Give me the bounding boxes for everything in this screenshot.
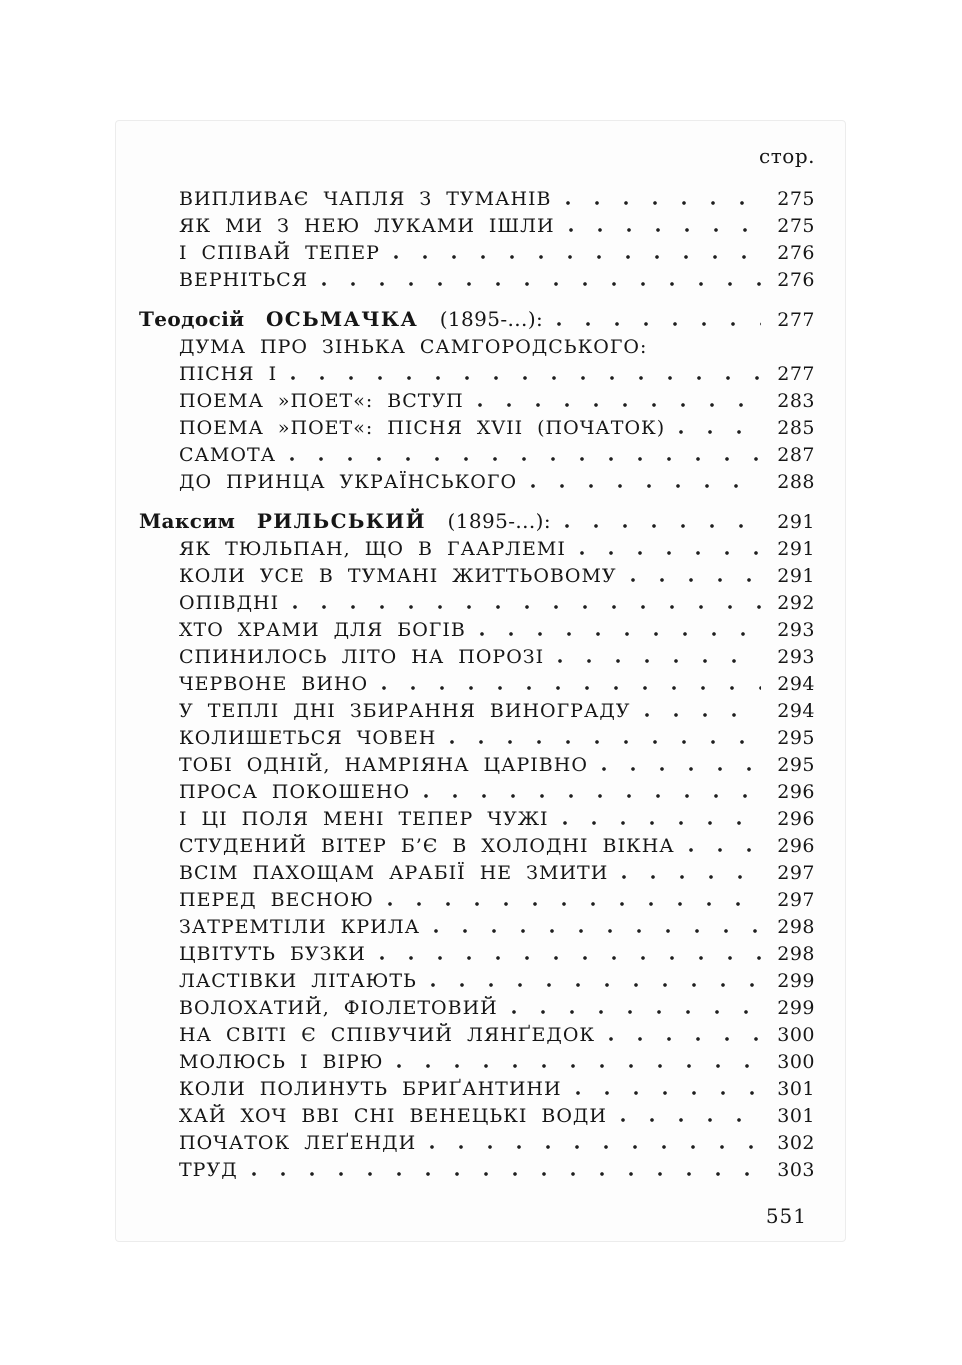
dot-leader — [380, 956, 761, 960]
toc-entry-title: ВОЛОХАТИЙ, ФІОЛЕТОВИЙ — [179, 997, 498, 1019]
toc-entry-title: КОЛИШЕТЬСЯ ЧОВЕН — [179, 727, 437, 749]
dot-leader — [480, 632, 761, 636]
toc-entry-page: 296 — [777, 835, 815, 857]
toc-entry-title: І ЦІ ПОЛЯ МЕНІ ТЕПЕР ЧУЖІ — [179, 808, 549, 830]
toc-entry-page: 293 — [777, 619, 815, 641]
toc-entry — [139, 725, 815, 752]
toc-entry — [139, 1022, 815, 1049]
toc-entry-title: ПОЕМА »ПОЕТ«: ПІСНЯ XVII (ПОЧАТОК) — [179, 417, 666, 439]
toc-entry-title: САМОТА — [179, 444, 277, 466]
toc-entry-title: ЗАТРЕМТІЛИ КРИЛА — [179, 916, 420, 938]
dot-leader — [322, 282, 761, 286]
toc-section — [139, 508, 815, 1184]
toc-entry — [139, 442, 815, 469]
toc-entry — [139, 968, 815, 995]
toc-author-entry — [139, 508, 815, 536]
toc-entry-title: ПРОСА ПОКОШЕНО — [179, 781, 411, 803]
toc-entry-page: 301 — [777, 1078, 815, 1100]
toc-entry-title: ХАЙ ХОЧ ВВІ СНІ ВЕНЕЦЬКІ ВОДИ — [179, 1105, 607, 1127]
toc-entry-title: І СПІВАЙ ТЕПЕР — [179, 242, 380, 264]
toc-entry-page: 293 — [777, 646, 815, 668]
toc-entry — [139, 779, 815, 806]
toc-entry-page: 291 — [777, 565, 815, 587]
dot-leader — [569, 228, 761, 232]
toc-entry-page: 301 — [777, 1105, 815, 1127]
toc-entry-title: У ТЕПЛІ ДНІ ЗБИРАННЯ ВИНОГРАДУ — [179, 700, 631, 722]
table-of-contents — [116, 186, 845, 1184]
toc-entry-title: ОПІВДНІ — [179, 592, 280, 614]
author-years: (1895-...): — [447, 509, 551, 533]
toc-entry — [139, 833, 815, 860]
toc-entry — [139, 240, 815, 267]
dot-leader — [382, 686, 761, 690]
dot-leader — [252, 1172, 761, 1176]
toc-entry-page: 277 — [777, 363, 815, 385]
toc-entry — [139, 1049, 815, 1076]
toc-entry-page: 300 — [777, 1024, 815, 1046]
toc-entry-page: 294 — [777, 673, 815, 695]
toc-entry — [139, 1103, 815, 1130]
toc-entry — [139, 671, 815, 698]
toc-entry-title: КОЛИ ПОЛИНУТЬ БРИҐАНТИНИ — [179, 1078, 562, 1100]
toc-entry-page: 299 — [777, 997, 815, 1019]
toc-entry-page: 275 — [777, 188, 815, 210]
dot-leader — [450, 740, 761, 744]
dot-leader — [631, 578, 761, 582]
toc-entry-title: СПИНИЛОСЬ ЛІТО НА ПОРОЗІ — [179, 646, 545, 668]
dot-leader — [388, 902, 761, 906]
dot-leader — [424, 794, 761, 798]
toc-entry-page: 276 — [777, 269, 815, 291]
author-first-name: Максим — [139, 509, 236, 533]
dot-leader — [645, 713, 761, 717]
toc-entry-title: ДО ПРИНЦА УКРАЇНСЬКОГО — [179, 471, 518, 493]
toc-entry-title: ЛАСТІВКИ ЛІТАЮТЬ — [179, 970, 417, 992]
dot-leader — [621, 1118, 761, 1122]
toc-entry-page: 297 — [777, 862, 815, 884]
dot-leader — [394, 255, 761, 259]
book-page-number: 551 — [765, 1204, 807, 1228]
toc-section — [139, 306, 815, 496]
toc-entry — [139, 334, 815, 361]
author-years: (1895-...): — [439, 307, 544, 331]
toc-entry-page: 277 — [777, 309, 815, 331]
toc-entry — [139, 887, 815, 914]
toc-entry-page: 297 — [777, 889, 815, 911]
toc-entry-page: 276 — [777, 242, 815, 264]
dot-leader — [609, 1037, 761, 1041]
toc-entry — [139, 752, 815, 779]
author-last-name: ОСЬМАЧКА — [265, 307, 419, 331]
toc-entry-page: 292 — [777, 592, 815, 614]
toc-entry-page: 285 — [777, 417, 815, 439]
toc-entry-title: СТУДЕНИЙ ВІТЕР Б’Є В ХОЛОДНІ ВІКНА — [179, 835, 675, 857]
toc-entry-title: ЯК ТЮЛЬПАН, ЩО В ГААРЛЕМІ — [179, 538, 566, 560]
dot-leader — [622, 875, 761, 879]
toc-entry-title: МОЛЮСЬ І ВІРЮ — [179, 1051, 384, 1073]
toc-entry — [139, 941, 815, 968]
dot-leader — [512, 1010, 761, 1014]
dot-leader — [580, 551, 761, 555]
toc-entry-page: 298 — [777, 943, 815, 965]
toc-entry — [139, 806, 815, 833]
toc-entry-page: 303 — [777, 1159, 815, 1181]
toc-entry — [139, 644, 815, 671]
toc-entry-page: 295 — [777, 754, 815, 776]
toc-author-name — [139, 306, 543, 333]
toc-entry-title: ТРУД — [179, 1159, 238, 1181]
toc-entry — [139, 860, 815, 887]
toc-entry — [139, 469, 815, 496]
toc-entry-page: 294 — [777, 700, 815, 722]
dot-leader — [478, 403, 761, 407]
toc-entry — [139, 213, 815, 240]
toc-entry — [139, 186, 815, 213]
toc-entry — [139, 1130, 815, 1157]
toc-entry-title: ЧЕРВОНЕ ВИНО — [179, 673, 369, 695]
toc-entry — [139, 415, 815, 442]
toc-entry-page: 302 — [777, 1132, 815, 1154]
toc-entry-page: 299 — [777, 970, 815, 992]
toc-entry-title: ВИПЛИВАЄ ЧАПЛЯ З ТУМАНІВ — [179, 188, 552, 210]
toc-entry-page: 283 — [777, 390, 815, 412]
toc-entry-page: 300 — [777, 1051, 815, 1073]
dot-leader — [689, 848, 761, 852]
toc-entry — [139, 914, 815, 941]
dot-leader — [563, 821, 761, 825]
toc-entry-title: ДУМА ПРО ЗІНЬКА САМГОРОДСЬКОГО: — [179, 336, 648, 358]
dot-leader — [679, 430, 761, 434]
toc-entry-title: ПОЕМА »ПОЕТ«: ВСТУП — [179, 390, 464, 412]
toc-entry-title: ТОБІ ОДНІЙ, НАМРІЯНА ЦАРІВНО — [179, 754, 588, 776]
dot-leader — [531, 484, 761, 488]
dot-leader — [434, 929, 761, 933]
toc-entry-page: 291 — [777, 511, 815, 533]
toc-entry-title: ПІСНЯ І — [179, 363, 278, 385]
toc-author-name — [139, 508, 551, 535]
author-first-name: Теодосій — [139, 307, 245, 331]
toc-entry-page: 275 — [777, 215, 815, 237]
toc-entry-title: ХТО ХРАМИ ДЛЯ БОГІВ — [179, 619, 466, 641]
dot-leader — [602, 767, 761, 771]
toc-author-entry — [139, 306, 815, 334]
toc-entry — [139, 361, 815, 388]
page-column-header: стор. — [759, 144, 815, 168]
toc-entry-title: КОЛИ УСЕ В ТУМАНІ ЖИТТЬОВОМУ — [179, 565, 617, 587]
author-last-name: РИЛЬСЬКИЙ — [256, 509, 426, 533]
toc-entry — [139, 267, 815, 294]
dot-leader — [557, 322, 761, 326]
toc-entry-title: ВЕРНІТЬСЯ — [179, 269, 309, 291]
toc-entry — [139, 617, 815, 644]
toc-entry-page: 287 — [777, 444, 815, 466]
dot-leader — [397, 1064, 761, 1068]
toc-section — [139, 186, 815, 294]
dot-leader — [566, 201, 762, 205]
toc-entry-title: ВСІМ ПАХОЩАМ АРАБІЇ НЕ ЗМИТИ — [179, 862, 609, 884]
dot-leader — [558, 659, 761, 663]
toc-entry — [139, 1076, 815, 1103]
dot-leader — [431, 983, 761, 987]
toc-entry-page: 296 — [777, 808, 815, 830]
dot-leader — [430, 1145, 761, 1149]
dot-leader — [293, 605, 761, 609]
book-page — [115, 120, 846, 1242]
toc-entry-page: 291 — [777, 538, 815, 560]
toc-entry-title: ПОЧАТОК ЛЕҐЕНДИ — [179, 1132, 417, 1154]
toc-entry — [139, 590, 815, 617]
dot-leader — [576, 1091, 761, 1095]
toc-entry-page: 295 — [777, 727, 815, 749]
toc-entry-page: 298 — [777, 916, 815, 938]
toc-entry-title: НА СВІТІ Є СПІВУЧИЙ ЛЯНҐЕДОК — [179, 1024, 596, 1046]
toc-entry-page: 288 — [777, 471, 815, 493]
toc-entry-title: ЯК МИ З НЕЮ ЛУКАМИ ІШЛИ — [179, 215, 555, 237]
toc-entry — [139, 1157, 815, 1184]
toc-entry-page: 296 — [777, 781, 815, 803]
toc-entry — [139, 995, 815, 1022]
toc-entry — [139, 698, 815, 725]
dot-leader — [290, 457, 761, 461]
toc-entry — [139, 536, 815, 563]
dot-leader — [565, 524, 761, 528]
toc-entry-title: ПЕРЕД ВЕСНОЮ — [179, 889, 374, 911]
toc-entry — [139, 563, 815, 590]
toc-entry-title: ЦВІТУТЬ БУЗКИ — [179, 943, 366, 965]
dot-leader — [291, 376, 761, 380]
toc-entry — [139, 388, 815, 415]
